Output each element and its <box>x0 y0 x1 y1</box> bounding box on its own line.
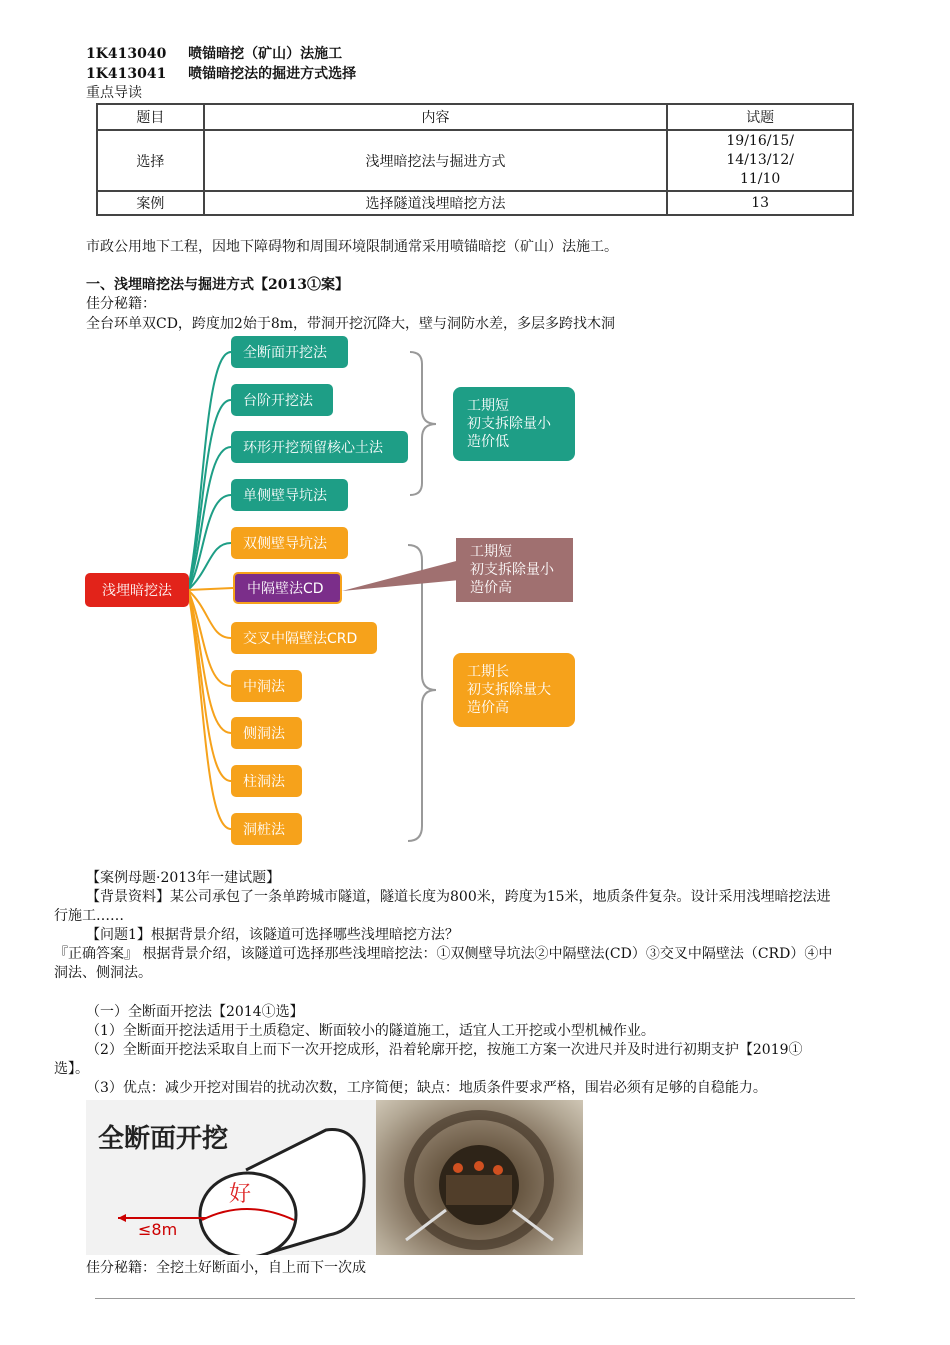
mindmap-node: 双侧壁导坑法 <box>231 527 348 559</box>
tunnel-photo-image <box>376 1100 583 1255</box>
mindmap-node: 柱洞法 <box>231 765 302 797</box>
case-question: 【问题1】根据背景介绍，该隧道可选择哪些浅埋暗挖方法？ <box>86 927 459 943</box>
section1-title: 一、浅埋暗挖法与掘进方式【2013①案】 <box>86 277 349 293</box>
mindmap-node: 交叉中隔壁法CRD <box>231 622 377 654</box>
tunnel-photo <box>376 1100 583 1255</box>
row-topic: 选择 <box>97 130 204 191</box>
row-years: 13 <box>667 191 853 215</box>
year-line: 11/10 <box>739 171 781 187</box>
tip-label: 佳分秘籍： <box>86 296 156 312</box>
mindmap-node: 全断面开挖法 <box>231 336 348 368</box>
tip-text: 全台环单双CD，跨度加2始于8m，带洞开挖沉降大，壁与洞防水差，多层多跨找木洞 <box>86 316 616 332</box>
year-line: 19/16/15/ <box>726 133 794 149</box>
mindmap-node: 台阶开挖法 <box>231 384 333 416</box>
chapter-code: 1K413040 <box>86 46 167 62</box>
row-content: 选择隧道浅埋暗挖方法 <box>204 191 668 215</box>
mindmap-node: 中隔壁法CD <box>233 572 342 604</box>
summary-box: 工期长 初支拆除量大 造价高 <box>453 653 575 727</box>
subsection-p3: （3）优点：减少开挖对围岩的扰动次数，工序简便；缺点：地质条件要求严格，围岩必须有足够的自稳能力。 <box>86 1080 767 1096</box>
section-title: 喷锚暗挖法的掘进方式选择 <box>188 66 357 82</box>
subsection-p1: （1）全断面开挖法适用于土质稳定、断面较小的隧道施工，适宜人工开挖或小型机械作业。 <box>86 1023 655 1039</box>
row-content: 浅埋暗挖法与掘进方式 <box>204 130 668 191</box>
mindmap-root: 浅埋暗挖法 <box>85 573 189 607</box>
case-answer: 『正确答案』 根据背景介绍，该隧道可选择那些浅埋暗挖法：①双侧壁导坑法②中隔壁法(CD）③交叉中隔壁法（CRD）④中 <box>54 946 833 962</box>
full-face-diagram <box>86 1100 376 1255</box>
footer-divider <box>95 1298 855 1299</box>
header-content: 内容 <box>204 104 668 130</box>
case-background-cont: 行施工…… <box>54 908 124 924</box>
case-title: 【案例母题·2013年一建试题】 <box>86 870 281 886</box>
diagram-title: 全断面开挖 <box>98 1124 229 1154</box>
mindmap-node: 侧洞法 <box>231 717 302 749</box>
guide-label: 重点导读 <box>86 85 142 101</box>
section-code: 1K413041 <box>86 66 167 82</box>
chapter-title: 喷锚暗挖（矿山）法施工 <box>188 46 343 62</box>
subsection-p2-cont: 选】。 <box>54 1061 89 1077</box>
mindmap-node: 环形开挖预留核心土法 <box>231 431 408 463</box>
case-background: 【背景资料】某公司承包了一条单跨城市隧道，隧道长度为800米，跨度为15米，地质条件复杂。设计采用浅埋暗挖法进 <box>86 889 831 905</box>
subsection-p2: （2）全断面开挖法采取自上而下一次开挖成形，沿着轮廓开挖，按施工方案一次进尺并及时进行初期支护【2019① <box>86 1042 803 1058</box>
subsection-title: （一）全断面开挖法【2014①选】 <box>86 1004 304 1020</box>
diagram-good-label: 好 <box>229 1182 252 1207</box>
row-topic: 案例 <box>97 191 204 215</box>
tip2-text: 佳分秘籍：全挖土好断面小，自上而下一次成 <box>86 1260 366 1276</box>
mindmap-node: 中洞法 <box>231 670 302 702</box>
mindmap-node: 单侧壁导坑法 <box>231 479 348 511</box>
case-answer-cont: 洞法、侧洞法。 <box>54 965 152 981</box>
mindmap-node: 洞桩法 <box>231 813 302 845</box>
diagram-span-label: ≤8m <box>138 1220 178 1239</box>
year-line: 14/13/12/ <box>726 152 794 168</box>
summary-box: 工期短 初支拆除量小 造价低 <box>453 387 575 461</box>
intro-text: 市政公用地下工程，因地下障碍物和周围环境限制通常采用喷锚暗挖（矿山）法施工。 <box>86 239 618 255</box>
header-years: 试题 <box>667 104 853 130</box>
header-topic: 题目 <box>97 104 204 130</box>
summary-box: 工期短 初支拆除量小 造价高 <box>456 538 573 602</box>
